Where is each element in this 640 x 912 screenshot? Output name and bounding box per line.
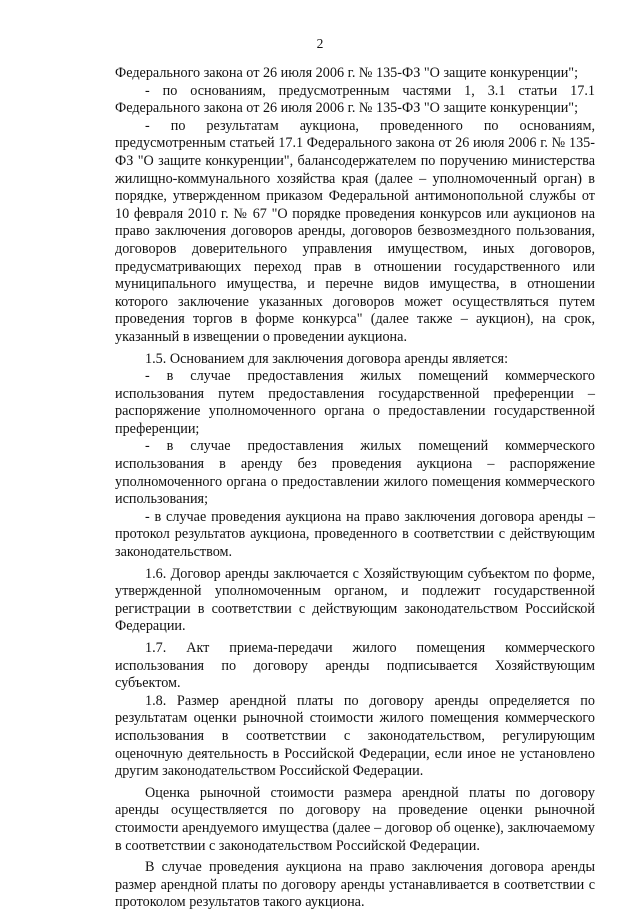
paragraph-auction-protocol: - в случае проведения аукциона на право заключения договора аренды – протокол результатов аукциона, проведенного в соответствии с действующим законодательством. [115, 508, 595, 561]
paragraph-1-7: 1.7. Акт приема-передачи жилого помещения коммерческого использования по договору аренды подписывается Хозяйствующим субъектом. [115, 640, 595, 692]
page-number: 2 [316, 36, 324, 51]
paragraph-continuation: Федерального закона от 26 июля 2006 г. № 135-ФЗ "О защите конкуренции"; [115, 65, 579, 81]
paragraph-1-5-heading: 1.5. Основанием для заключения договора аренды является: [145, 350, 509, 367]
paragraph-auction-rent: В случае проведения аукциона на право заключения договора аренды размер арендной платы по договору аренды устанавливается в соответствии с протоколом результатов такого аукциона. [115, 859, 595, 911]
document-body [115, 65, 595, 912]
paragraph-preference: - в случае предоставления жилых помещений коммерческого использования путем предоставления государственной преференции – распоряжение уполномоченного органа о предоставлении государственной преференции; [115, 368, 595, 437]
paragraph-1-8: 1.8. Размер арендной платы по договору аренды определяется по результатам оценки рыночной стоимости жилого помещения коммерческого использования в соответствии с законодательством, регулирующим оценочную деятельность в Российской Федерации, если иное не установлено другим законодательством Российской Федерации. [115, 692, 595, 780]
paragraph-1-6: 1.6. Договор аренды заключается с Хозяйствующим субъектом по форме, утвержденной уполномоченным органом, и подлежит государственной регистрации в соответствии с действующим законодательством Российской Федерации. [115, 565, 595, 635]
paragraph-auction-results: - по результатам аукциона, проведенного по основаниям, предусмотренным статьей 17.1 Федерального закона от 26 июля 2006 г. № 135-ФЗ "О защите конкуренции", балансодержателем по поручению министерства жилищно-коммунального хозяйства края (далее – уполномоченный орган) в порядке, утвержденном приказом Федеральной антимонопольной службы от 10 февраля 2010 г. № 67 "О порядке проведения конкурсов или аукционов на право заключения договоров аренды, договоров безвозмездного пользования, договоров доверительного управления имуществом, иных договоров, предусматривающих переход прав в отношении государственного или муниципального имущества, и перечне видов имущества, в отношении которого заключение указанных договоров может осуществляться путем проведения торгов в форме конкурса" (далее также – аукцион), на срок, указанный в извещении о проведении аукциона. [115, 117, 595, 345]
paragraph-valuation: Оценка рыночной стоимости размера арендной платы по договору аренды осуществляется по договору на проведение оценки рыночной стоимости арендуемого имущества (далее – договор об оценке), заключаемому в соответствии с законодательством Российской Федерации. [115, 784, 595, 854]
paragraph-basis-parts: - по основаниям, предусмотренным частями 1, 3.1 статьи 17.1 Федерального закона от 26 июля 2006 г. № 135-ФЗ "О защите конкуренции"; [115, 82, 595, 117]
paragraph-no-auction: - в случае предоставления жилых помещений коммерческого использования в аренду без проведения аукциона – распоряжение уполномоченного органа о предоставлении жилого помещения коммерческого использования; [115, 438, 595, 508]
